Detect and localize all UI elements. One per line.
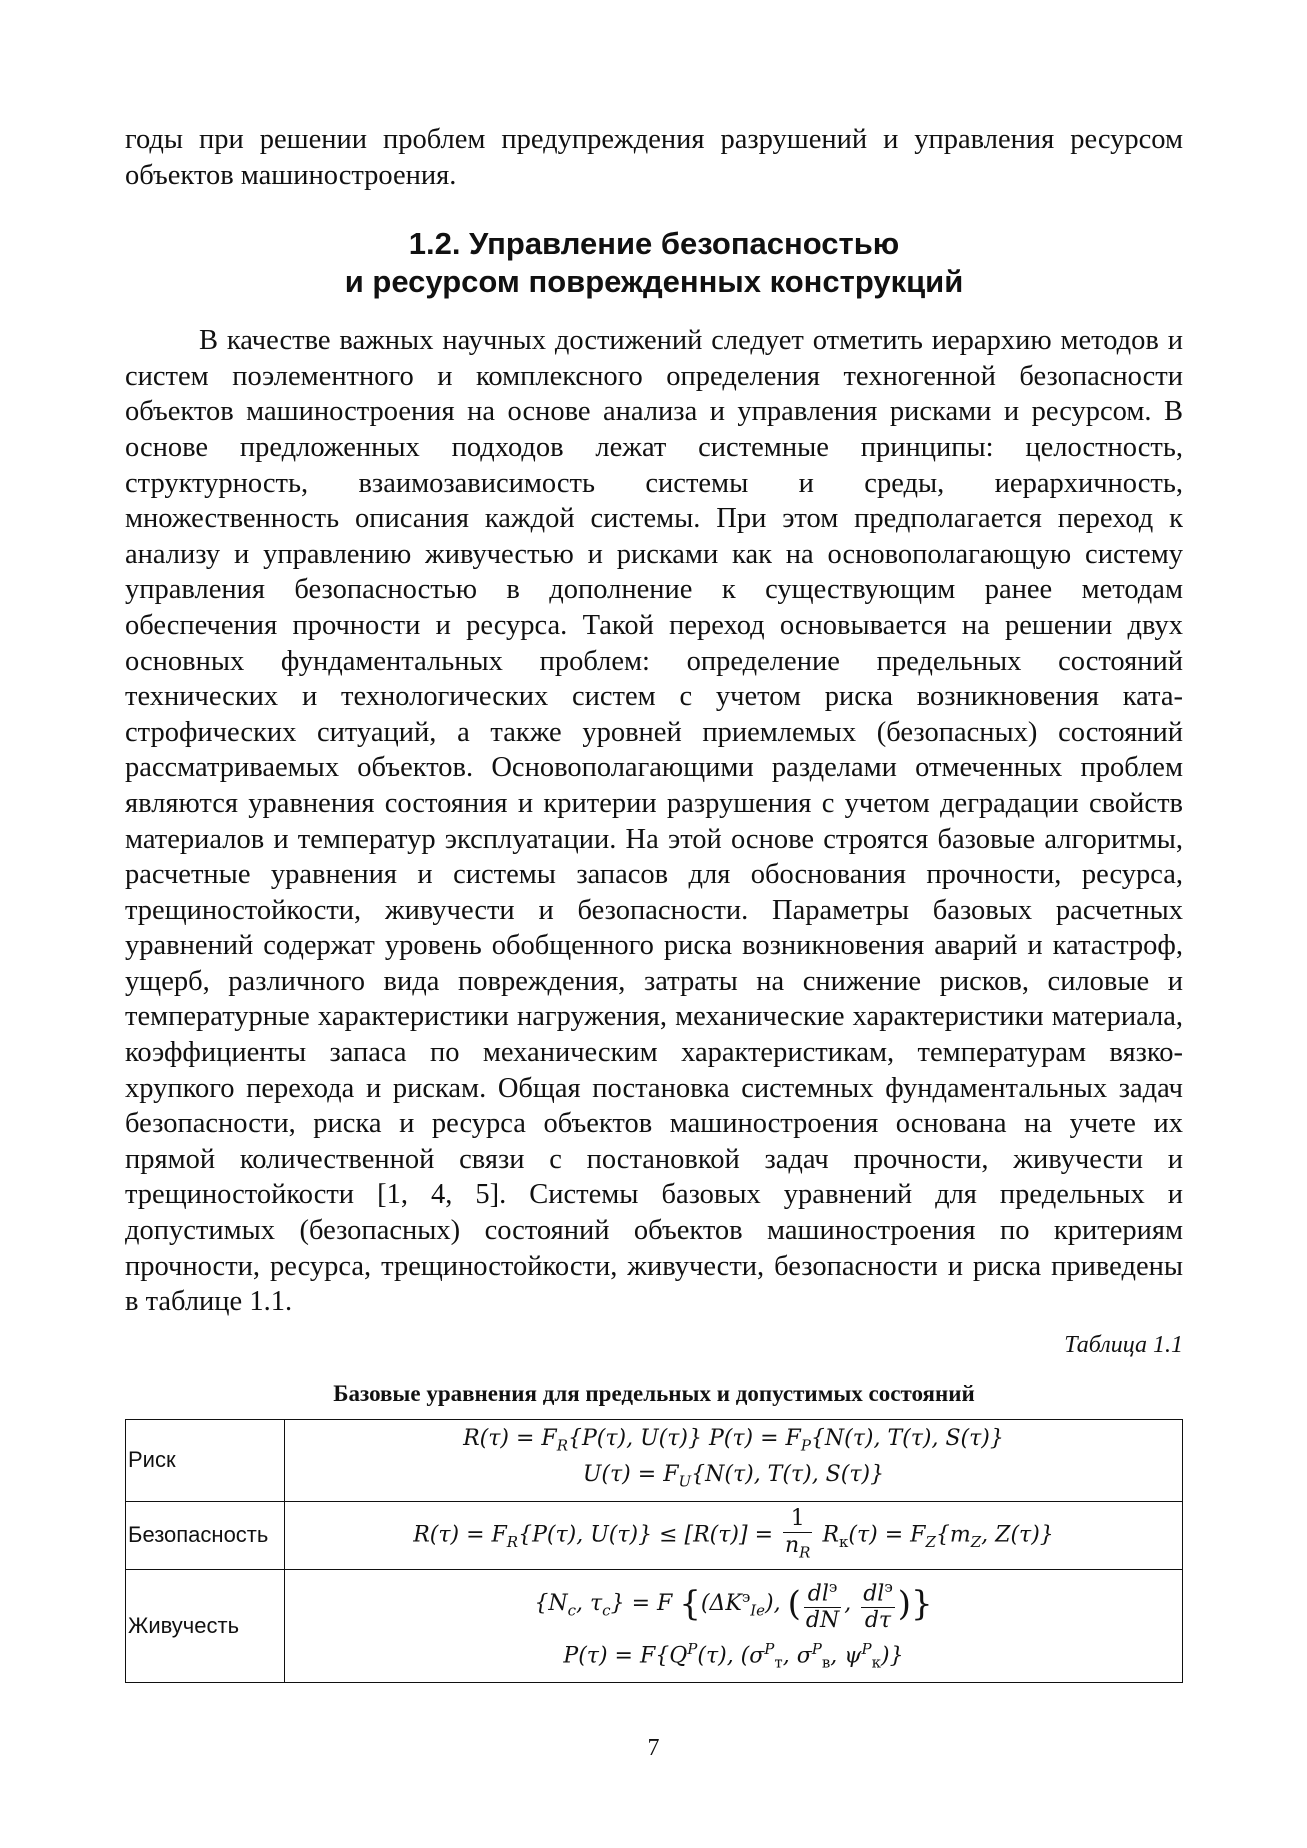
table-row: [126, 1569, 1183, 1682]
formula-line: {$N_c$, $\tau_c\} = F$ {$(\Delta K^э_{Ie})$, ( $\frac{dl^э}{dN}$ , $\frac{dl^э}{d\tau}$ )}: [291, 1574, 1176, 1634]
row-label: Риск: [126, 1419, 285, 1501]
body-paragraph: В качестве важных научных достижений следует отметить иерархию методов и систем поэлементного и комплексного определения техногенной безопасности объектов машиностроения на основе анализа и управления рисками и ресурсом. В основе предложенных подходов лежат системные принципы: целостность, структурность, взаимозависимость системы и среды, иерархичность, множественность описания каждой системы. При этом предполагается переход к анализу и управлению живучестью и рисками как на основополагающую систему управления безопасностью в дополнение к существующим ранее методам обеспечения прочности и ресурса. Такой переход основывается на решении двух основных фундаментальных проблем: определение предельных состояний технических и технологических систем с учетом риска возникновения катастрофических ситуаций, а также уровней приемлемых (безопасных) состояний рассматриваемых объектов. Основополагающими разделами отмеченных проблем являются уравнения состояния и критерии разрушения с учетом деградации свойств материалов и температур эксплуатации. На этой основе строятся базовые алгоритмы, расчетные уравнения и системы запасов для обоснования прочности, ресурса, трещиностойкости, живучести и безопасности. Параметры базовых расчетных уравнений содержат уровень обобщенного риска возникновения аварий и катастроф, ущерб, различного вида повреждения, затраты на снижение рисков, силовые и температурные характеристики нагружения, механические характеристики материала, коэффициенты запаса по механическим характеристикам, температурам вязко-хрупкого перехода и рискам. Общая постановка системных фундаментальных задач безопасности, риска и ресурса объектов машиностроения основана на учете их прямой количественной связи с постановкой задач прочности, живучести и трещиностойкости [1, 4, 5]. Системы базовых уравнений для предельных и допустимых (безопасных) состояний объектов машиностроения по критериям прочности, ресурса, трещиностойкости, живучести, безопасности и риска приведены в таблице 1.1.: [125, 325, 1183, 1318]
table-row: [126, 1501, 1183, 1569]
row-formula: [285, 1419, 1183, 1501]
heading-line-1: 1.2. Управление безопасностью: [408, 226, 900, 262]
formula-line: $R(\tau) = F_R\{P(\tau)$, U(τ)} $P(\tau) = F_P\{N(\tau)$, T(τ), S(τ)}: [463, 1425, 1004, 1455]
fraction: $\frac{1}{n_R}$: [785, 1505, 811, 1561]
page-content: [125, 122, 1183, 1683]
formula-line: $R(\tau) = F_R\{P(\tau)$, U(τ)} ≤ [R(τ)] = $\frac{1}{n_R}$ $R_к(\tau) = F_Z\{m_Z$, Z(τ)}: [291, 1506, 1176, 1565]
row-label: Безопасность: [126, 1501, 285, 1569]
formula-line: $U(\tau) = F_U\{N(\tau)$, T(τ), S(τ)}: [582, 1462, 885, 1491]
section-heading: [125, 225, 1183, 301]
fraction: $\frac{dl^э}{d\tau}$: [861, 1574, 895, 1634]
row-formula: [285, 1569, 1183, 1682]
row-formula: [285, 1501, 1183, 1569]
formula-line: $P(\tau) = F\{Q^P(\tau)$, ($\sigma^P_т$, $\sigma^P_в$, $\psi^P_к$)}: [563, 1640, 904, 1673]
table-row: [126, 1419, 1183, 1501]
table-title: Базовые уравнения для предельных и допустимых состояний: [333, 1380, 975, 1406]
intro-paragraph: годы при решении проблем предупреждения разрушений и управления ресурсом объектов машиностроения.: [125, 124, 1183, 191]
heading-line-2: и ресурсом поврежденных конструкций: [344, 264, 964, 300]
table-number: Таблица 1.1: [1064, 1331, 1183, 1358]
fraction: $\frac{dl^э}{dN}$: [804, 1574, 841, 1634]
page-number: 7: [647, 1735, 660, 1761]
row-label: Живучесть: [126, 1569, 285, 1682]
equations-table: [125, 1419, 1183, 1683]
